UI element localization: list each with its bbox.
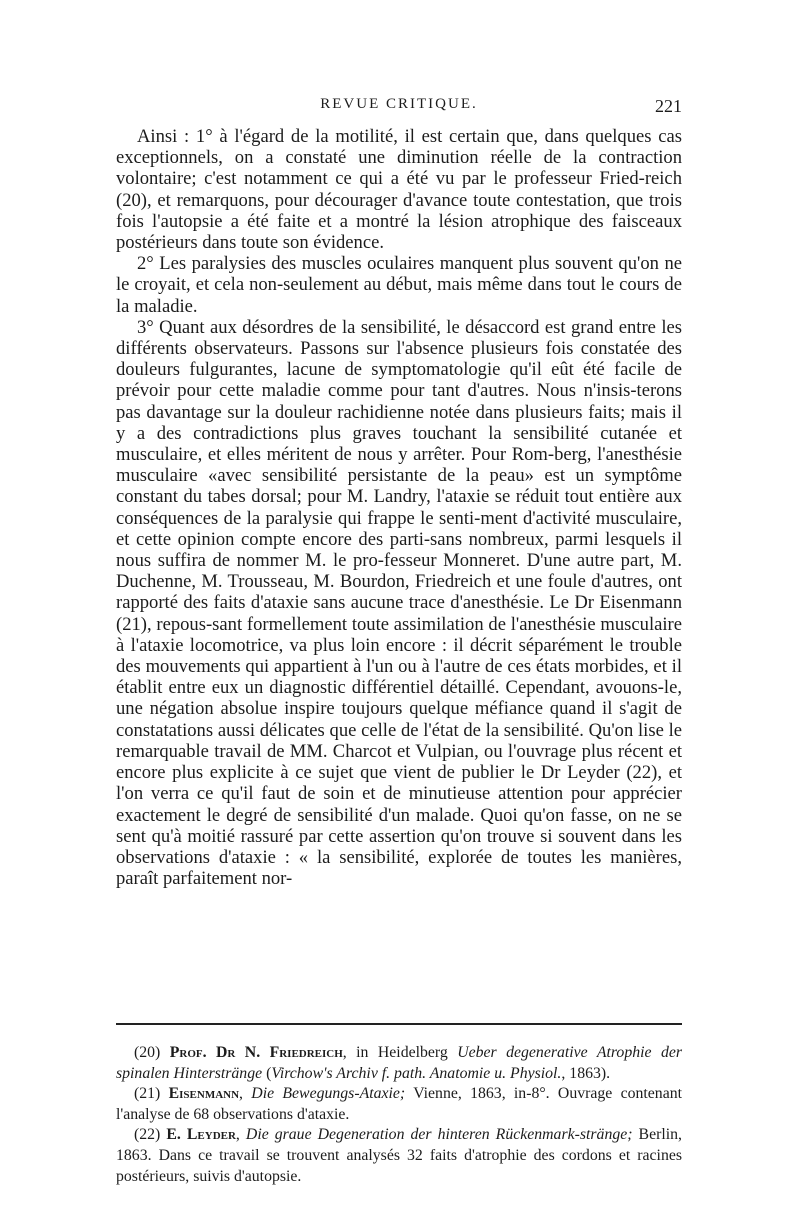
footnote-text: ( xyxy=(262,1064,272,1082)
footnote-number: (21) xyxy=(134,1085,161,1103)
footnote-author: Prof. Dr N. Friedreich xyxy=(169,1044,343,1061)
footnote-divider xyxy=(116,1023,682,1025)
running-title: REVUE CRITIQUE. xyxy=(320,96,478,112)
footnote-20 xyxy=(116,1043,682,1084)
running-header xyxy=(116,96,682,120)
footnote-number: (20) xyxy=(134,1044,161,1061)
footnote-author: E. Leyder xyxy=(166,1126,236,1144)
footnote-journal: Virchow's Archiv f. path. Anatomie u. Physiol. xyxy=(271,1064,562,1082)
paragraph-ocular-paralysis: 2° Les paralysies des muscles oculaires manquent plus souvent qu'on ne le croyait, et cela non-seulement au début, mais même dans tout le cours de la maladie. xyxy=(116,253,682,317)
paragraph-sensibility: 3° Quant aux désordres de la sensibilité, le désaccord est grand entre les différents observateurs. Passons sur l'absence plusieurs fois constatée des douleurs fulgurantes, lacune de symptomatologie qu'il eût été facile de prévoir pour cette maladie comme pour tant d'autres. Nous n'insis-terons pas davantage sur la douleur rachidienne notée dans plusieurs faits; mais il y a des contradictions plus graves touchant la sensibilité cutanée et musculaire, et elles méritent de nous y arrêter. Pour Rom-berg, l'anesthésie musculaire «avec sensibilité persistante de la peau» est un symptôme constant du tabes dorsal; pour M. Landry, l'ataxie se réduit tout entière aux conséquences de la paralysie qui frappe le senti-ment d'activité musculaire, et cette opinion compte encore des parti-sans nombreux, parmi lesquels il nous suffira de nommer M. le pro-fesseur Monneret. D'une autre part, M. Duchenne, M. Trousseau, M. Bourdon, Friedreich et une foule d'autres, ont rapporté des faits d'ataxie sans aucune trace d'anesthésie. Le Dr Eisenmann (21), repous-sant formellement toute assimilation de l'anesthésie musculaire à l'ataxie locomotrice, va plus loin encore : il décrit séparément le trouble des mouvements qui appartient à l'un ou à l'autre de ces états morbides, et il établit entre eux un diagnostic différentiel détaillé. Cependant, avouons-le, une négation absolue inspire toujours quelque méfiance quand il s'agit de constatations aussi délicates que celle de l'état de la sensibilité. Qu'on lise le remarquable travail de MM. Charcot et Vulpian, ou l'ouvrage plus récent et encore plus explicite à ce sujet que vient de publier le Dr Leyder (22), et l'on verra ce qu'il faut de soin et de minutieuse attention pour apprécier exactement le degré de sensibilité d'un malade. Quoi qu'on fasse, on ne se sent qu'à moitié rassuré par cette assertion qu'on trouve si souvent dans les observations d'ataxie : « la sensibilité, explorée de toutes les manières, paraît parfaitement nor- xyxy=(116,316,682,890)
footnote-title: Ueber degenerative Atrophie der spinalen Hinterstränge xyxy=(116,1044,683,1082)
footnote-author: Eisenmann xyxy=(168,1085,240,1103)
footnote-title: Die Bewegungs-Ataxie; xyxy=(251,1085,406,1103)
footnote-number: (22) xyxy=(134,1126,161,1144)
footnote-text: , 1863). xyxy=(561,1064,611,1082)
footnote-text: Berlin, 1863. Dans ce travail se trouvent analysés 32 faits d'atrophie des cordons et racines postérieurs, suivis d'autopsie. xyxy=(116,1126,682,1185)
footnotes xyxy=(116,1043,682,1187)
footnote-title: Die graue Degeneration der hinteren Rückenmark-stränge; xyxy=(245,1126,633,1144)
page-number: 221 xyxy=(655,96,682,116)
footnote-text: , in Heidelberg xyxy=(342,1044,458,1061)
main-text xyxy=(116,126,682,889)
paragraph-motility: Ainsi : 1° à l'égard de la motilité, il est certain que, dans quelques cas exceptionnels, on a constaté une diminution réelle de la contraction volontaire; c'est notamment ce qui a été vu par le professeur Fried-reich (20), et remarquons, pour décourager d'avance toute contestation, que trois fois l'autopsie a été faite et a montré la lésion atrophique des faisceaux postérieurs dans toute son évidence. xyxy=(116,126,682,254)
footnote-21 xyxy=(116,1084,682,1125)
footnote-text: , xyxy=(239,1085,252,1103)
footnote-text: , xyxy=(235,1126,246,1144)
footnote-text: Vienne, 1863, in-8°. Ouvrage contenant l'analyse de 68 observations d'ataxie. xyxy=(116,1085,682,1123)
footnote-22 xyxy=(116,1125,682,1187)
